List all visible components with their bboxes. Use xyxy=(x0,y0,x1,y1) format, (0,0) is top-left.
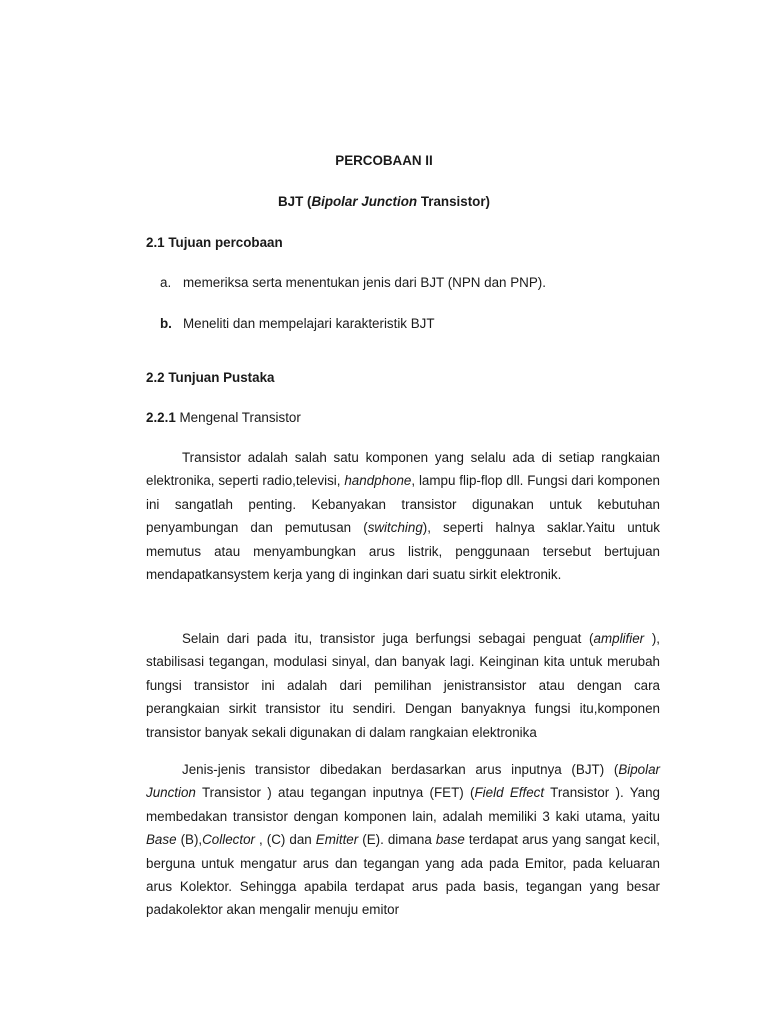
p3-text-1: Jenis-jenis transistor dibedakan berdasarkan arus inputnya (BJT) ( xyxy=(182,762,619,777)
p2-italic-amplifier: amplifier xyxy=(593,631,645,646)
p3-italic-field-effect: Field Effect xyxy=(474,785,545,801)
list-item-a: memeriksa serta menentukan jenis dari BJT (NPN dan PNP). xyxy=(183,275,546,290)
p1-italic-handphone: handphone xyxy=(344,473,412,489)
p3-italic-emitter: Emitter xyxy=(315,832,359,848)
subtitle-prefix: BJT ( xyxy=(277,194,312,209)
paragraph-1 xyxy=(146,446,660,586)
subsection-heading-2-2-1 xyxy=(146,410,301,425)
list-marker-b: b. xyxy=(160,316,172,331)
subsection-number: 2.2.1 xyxy=(146,410,176,425)
p3-text-6: (E). dimana xyxy=(358,832,436,848)
p1-text-1: Transistor adalah salah satu komponen yang selalu ada di setiap rangkaian elektronika, seperti radio,televisi, xyxy=(146,450,660,489)
p3-text-4: (B), xyxy=(176,832,203,848)
list-item-b: Meneliti dan mempelajari karakteristik BJT xyxy=(183,316,435,331)
p3-italic-base-lower: base xyxy=(435,832,465,848)
p3-text-5: , (C) dan xyxy=(254,832,316,848)
paragraph-2 xyxy=(146,627,660,744)
p3-italic-base: Base xyxy=(146,832,177,848)
section-heading-2-2: 2.2 Tunjuan Pustaka xyxy=(146,370,275,385)
subtitle-suffix: Transistor) xyxy=(417,194,491,209)
p2-text-1: Selain dari pada itu, transistor juga berfungsi sebagai penguat ( xyxy=(182,631,594,646)
list-marker-a: a. xyxy=(160,275,172,290)
p3-italic-bipolar-junction: Bipolar Junction xyxy=(146,762,660,801)
p2-text-2: ), stabilisasi tegangan, modulasi sinyal, dan banyak lagi. Keinginan kita untuk merubah fungsi transistor ini adalah dari pemilihan jenistransistor atau dengan cara perangkaian sirkit transistor itu sendiri. Dengan banyaknya fungsi itu,komponen transistor banyak sekali digunakan di dalam rangkaian elektronika xyxy=(146,631,660,740)
document-subtitle xyxy=(0,194,768,209)
p3-text-3: Transistor ). Yang membedakan transistor dengan komponen lain, adalah memiliki 3 kaki utama, yaitu xyxy=(146,785,661,824)
subtitle-italic: Bipolar Junction xyxy=(311,194,418,209)
document-title: PERCOBAAN II xyxy=(335,153,433,168)
p3-italic-collector: Collector xyxy=(202,832,255,848)
section-heading-2-1: 2.1 Tujuan percobaan xyxy=(146,235,283,250)
paragraph-3 xyxy=(146,758,660,922)
p3-text-2: Transistor ) atau tegangan inputnya (FET) ( xyxy=(195,785,475,801)
p1-text-2: , lampu flip-flop dll. Fungsi dari komponen ini sangatlah penting. Kebanyakan transistor digunakan untuk kebutuhan penyambungan dan pemutusan ( xyxy=(146,473,660,536)
p1-text-3: ), seperti halnya saklar.Yaitu untuk memutus atau menyambungkan arus listrik, penggunaan tersebut bertujuan mendapatkansystem kerja yang di inginkan dari suatu sirkit elektronik. xyxy=(146,520,660,583)
p1-italic-switching: switching xyxy=(367,520,423,536)
p3-text-7: terdapat arus yang sangat kecil, berguna untuk mengatur arus dan tegangan yang ada pada Emitor, pada keluaran arus Kolektor. Sehingga apabila terdapat arus pada basis, tegangan yang besar padakolektor akan mengalir menuju emitor xyxy=(146,832,660,918)
subsection-title: Mengenal Transistor xyxy=(175,410,301,425)
